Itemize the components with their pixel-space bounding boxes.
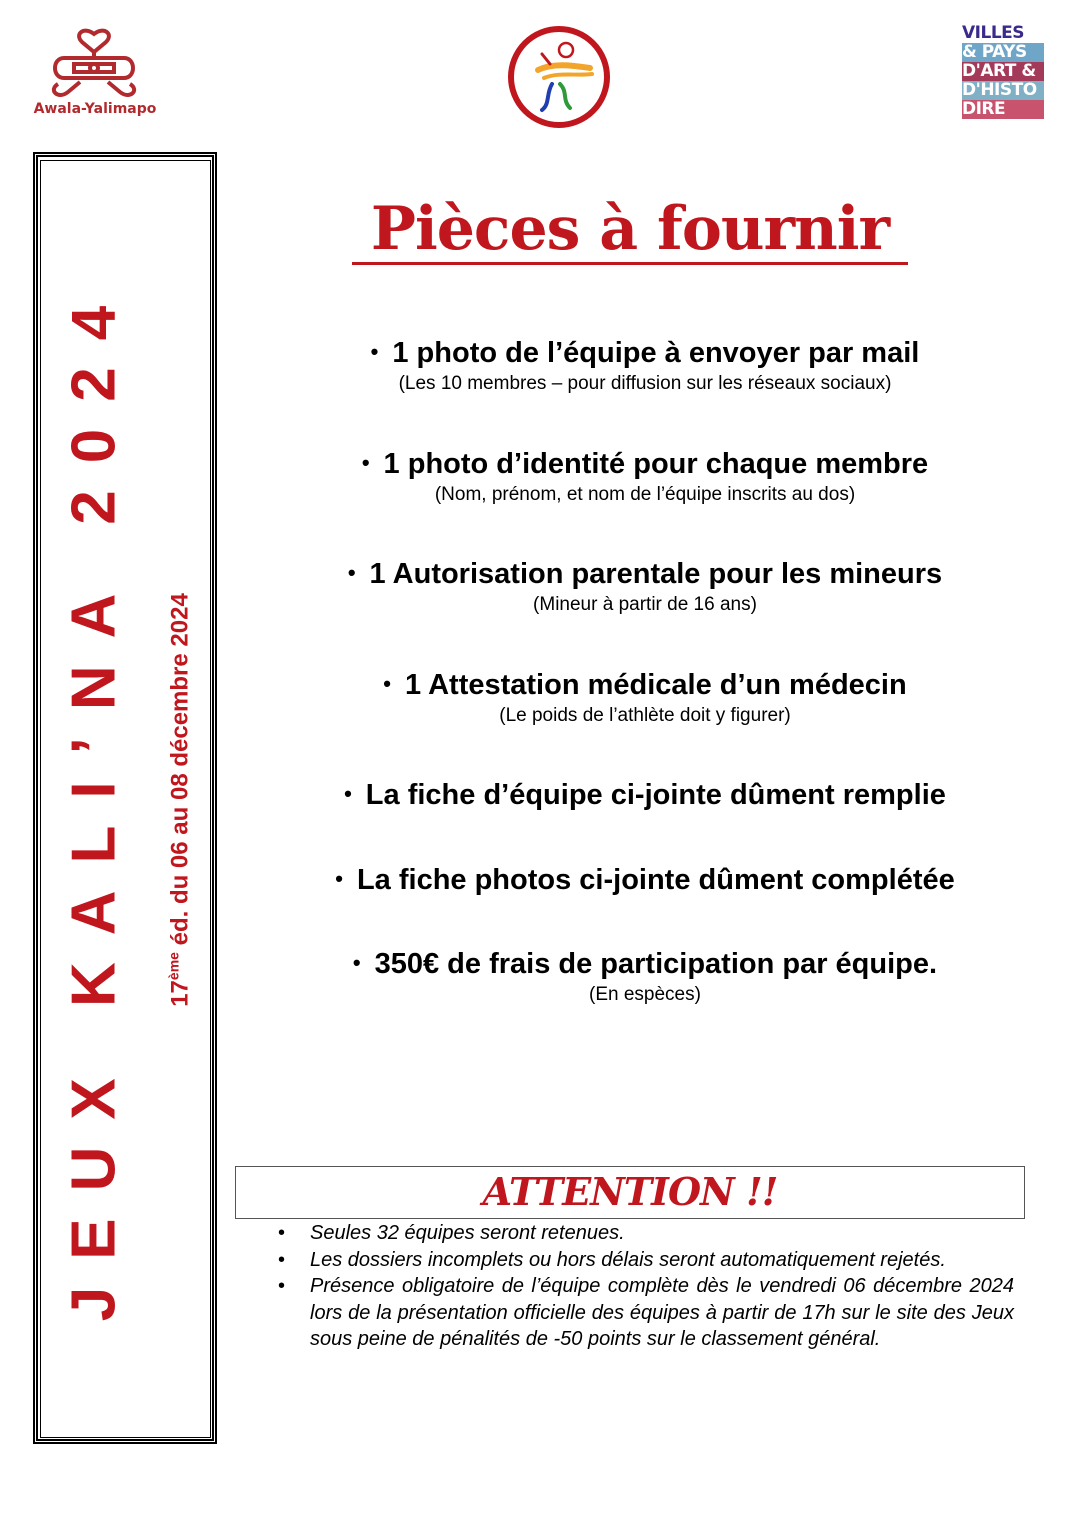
list-item: • Les dossiers incomplets ou hors délais seront automatiquement rejetés. xyxy=(278,1247,1014,1274)
awala-yalimapo-logo xyxy=(30,28,160,128)
item-note: (Le poids de l’athlète doit y figurer) xyxy=(499,705,791,726)
logo-text-line: D'ART & xyxy=(962,62,1044,81)
item-note: (Mineur à partir de 16 ans) xyxy=(533,594,757,615)
edition-number: 17 xyxy=(166,980,194,1007)
knot-emblem-icon xyxy=(44,28,144,100)
list-item xyxy=(240,336,1050,396)
list-item xyxy=(240,863,1050,899)
athlete-emblem-icon xyxy=(506,24,612,130)
item-note: (Nom, prénom, et nom de l’équipe inscrits au dos) xyxy=(434,484,856,505)
bullet-icon: • xyxy=(352,950,361,975)
logo-text-line: DIRE xyxy=(962,100,1044,119)
kalina-games-logo xyxy=(506,24,612,130)
item-main-text: La fiche photos ci-jointe dûment complétée xyxy=(356,864,955,896)
item-note: (Les 10 membres – pour diffusion sur les réseaux sociaux) xyxy=(398,373,892,394)
logo-caption: Awala-Yalimapo xyxy=(33,101,157,117)
list-item xyxy=(240,668,1050,728)
edition-suffix: ème xyxy=(165,952,182,981)
item-main-text: 1 Autorisation parentale pour les mineurs xyxy=(369,558,943,590)
item-main-text: 1 photo de l’équipe à envoyer par mail xyxy=(392,337,920,369)
item-main-text: 1 Attestation médicale d’un médecin xyxy=(404,669,907,701)
page-title: Pièces à fournir xyxy=(352,196,908,265)
list-item xyxy=(240,947,1050,1007)
item-main-text: 350€ de frais de participation par équipe. xyxy=(374,948,938,980)
attention-title: ATTENTION !! xyxy=(482,1169,778,1214)
item-note: (En espèces) xyxy=(589,984,701,1005)
bullet-icon: • xyxy=(361,450,370,475)
bullet-icon: • xyxy=(370,339,379,364)
list-item: • Présence obligatoire de l’équipe complète dès le vendredi 06 décembre 2024 lors de la présentation officielle des équipes à partir de 17h sur le site des Jeux sous peine de pénalités de -50 points sur le classement général. xyxy=(278,1273,1014,1353)
edition-dates-text: éd. du 06 au 08 décembre 2024 xyxy=(166,593,194,953)
list-item xyxy=(240,557,1050,617)
item-main-text: 1 photo d’identité pour chaque membre xyxy=(383,448,929,480)
event-edition-dates xyxy=(166,540,195,1060)
attention-rules-list xyxy=(278,1220,1014,1353)
bullet-icon: • xyxy=(383,671,391,696)
list-item xyxy=(240,447,1050,507)
bullet-icon: • xyxy=(335,866,343,891)
logo-text-line: & PAYS xyxy=(962,43,1044,62)
list-item: • Seules 32 équipes seront retenues. xyxy=(278,1220,1014,1247)
event-title: JEUX KALI’NA 2024 xyxy=(59,278,129,1322)
bullet-icon: • xyxy=(344,781,352,806)
bullet-icon: • xyxy=(347,560,356,585)
logo-text-line: D'HISTO xyxy=(962,81,1044,100)
logo-text-line: VILLES xyxy=(962,24,1025,43)
list-item xyxy=(240,778,1050,814)
villes-pays-art-histoire-logo xyxy=(962,24,1044,124)
attention-box xyxy=(235,1166,1025,1219)
item-main-text: La fiche d’équipe ci-jointe dûment remplie xyxy=(365,779,946,811)
